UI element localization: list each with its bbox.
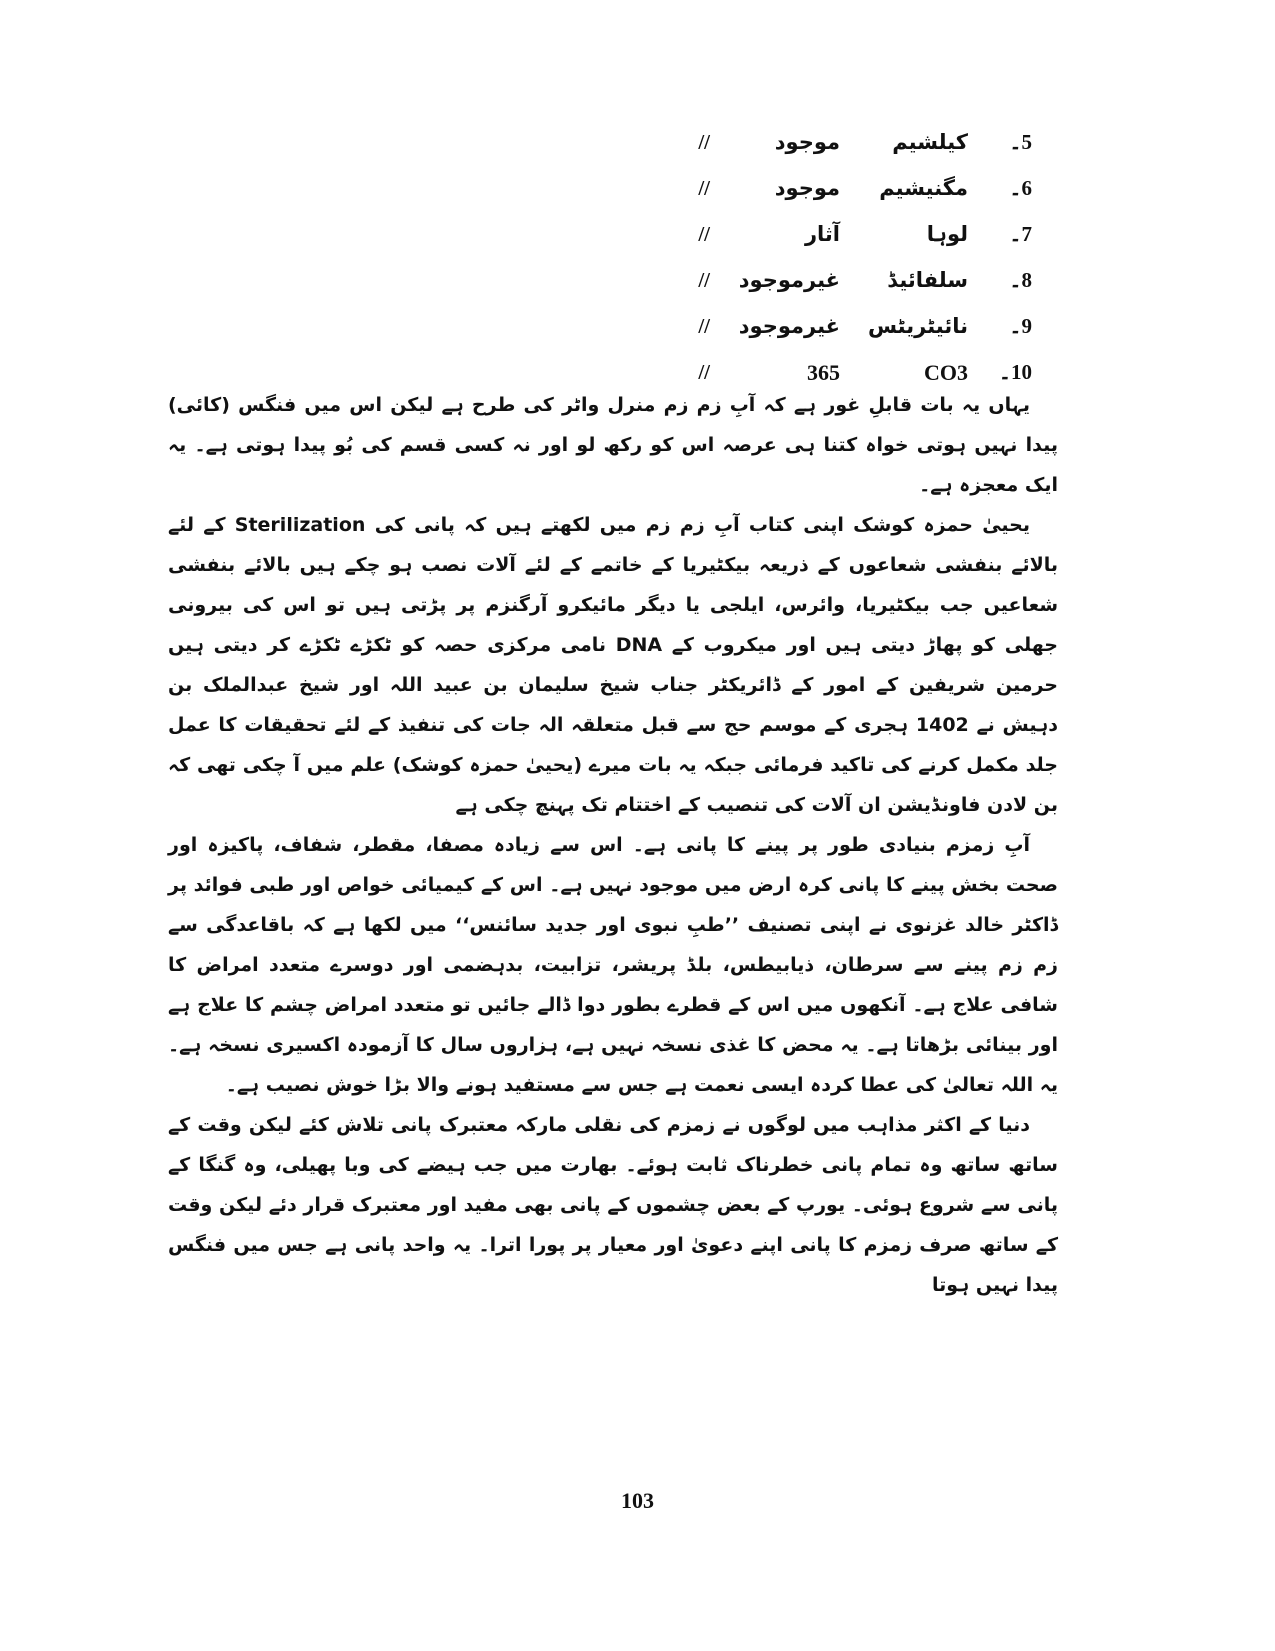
composition-table xyxy=(660,120,1060,396)
element-name: نائیٹریٹس xyxy=(867,314,968,338)
element-name: کیلشیم xyxy=(892,130,968,154)
paragraph-health-benefits: آبِ زمزم بنیادی طور پر پینے کا پانی ہے۔ اس سے زیادہ مصفا، مقطر، شفاف، پاکیزہ اور صحت بخش پینے کا پانی کرہ ارض میں موجود نہیں ہے۔ اس کے کیمیائی خواص اور طبی فوائد پر ڈاکٹر خالد غزنوی نے اپنی تصنیف ’’طبِ نبوی اور جدید سائنس‘‘ میں لکھا ہے کہ باقاعدگی سے زم زم پینے سے سرطان، ذیابیطس، بلڈ پریشر، تزابیت، بدہضمی اور دوسرے متعدد امراض کا شافی علاج ہے۔ آنکھوں میں اس کے قطرے بطور دوا ڈالے جائیں تو متعدد امراض چشم کا علاج ہے اور بینائی بڑھاتا ہے۔ یہ محض کا غذی نسخہ نہیں ہے، ہزاروں سال کا آزمودہ اکسیری نسخہ ہے۔ یہ اللہ تعالیٰ کی عطا کردہ ایسی نعمت ہے جس سے مستفید ہونے والا بڑا خوش نصیب ہے۔ xyxy=(168,834,1058,1096)
ditto-mark: // xyxy=(698,176,710,200)
ditto-mark: // xyxy=(698,268,710,292)
row-number: 6۔ xyxy=(1009,176,1032,200)
ditto-mark: // xyxy=(698,314,710,338)
row-number: 8۔ xyxy=(1009,268,1032,292)
paragraph-sterilization: یحییٰ حمزہ کوشک اپنی کتاب آبِ زم زم میں لکھتے ہیں کہ پانی کی Sterilization کے لئے بالائے بنفشی شعاعوں کے ذریعہ بیکٹیریا کے خاتمے کے لئے آلات نصب ہو چکے ہیں بالائے بنفشی شعاعیں جب بیکٹیریا، وائرس، ایلجی یا دیگر مائیکرو آرگنزم پر پڑتی ہیں تو اس کی بیرونی جھلی کو پھاڑ دیتی ہیں اور میکروب کے DNA نامی مرکزی حصہ کو ٹکڑے ٹکڑے کر دیتی ہیں حرمین شریفین کے امور کے ڈائریکٹر جناب شیخ سلیمان بن عبید اللہ اور شیخ عبدالملک بن دہیش نے 1402 ہجری کے موسم حج سے قبل متعلقہ الہ جات کی تنفیذ کے لئے تحقیقات کا عمل جلد مکمل کرنے کی تاکید فرمائی جبکہ یہ بات میرے (یحییٰ حمزہ کوشک) علم میں آ چکی تھی کہ بن لادن فاونڈیشن ان آلات کی تنصیب کے اختتام تک پہنچ چکی ہے xyxy=(168,514,1058,816)
paragraph-fungus: یہاں یہ بات قابلِ غور ہے کہ آبِ زم زم منرل واٹر کی طرح ہے لیکن اس میں فنگس (کائی) پیدا نہیں ہوتی خواہ کتنا ہی عرصہ اس کو رکھ لو اور نہ کسی قسم کی بُو پیدا ہوتی ہے۔ یہ ایک معجزہ ہے۔ xyxy=(168,394,1058,496)
element-name: سلفائیڈ xyxy=(887,268,968,292)
page-number: 103 xyxy=(621,1488,654,1513)
row-number: 7۔ xyxy=(1009,222,1032,246)
element-value: 365 xyxy=(807,360,840,385)
element-name: لوہا xyxy=(926,222,968,246)
table-row xyxy=(660,304,1060,350)
element-value: موجود xyxy=(774,176,840,200)
row-number: 10۔ xyxy=(998,360,1032,384)
row-number: 5۔ xyxy=(1009,130,1032,154)
ditto-mark: // xyxy=(698,130,710,154)
table-row xyxy=(660,166,1060,212)
table-row xyxy=(660,258,1060,304)
element-value: آثار xyxy=(804,222,840,246)
table-row xyxy=(660,120,1060,166)
element-name: CO3 xyxy=(924,360,968,385)
element-value: موجود xyxy=(774,130,840,154)
paragraph-other-waters: دنیا کے اکثر مذاہب میں لوگوں نے زمزم کی نقلی مارکہ معتبرک پانی تلاش کئے لیکن وقت کے ساتھ ساتھ وہ تمام پانی خطرناک ثابت ہوئے۔ بھارت میں جب ہیضے کی وبا پھیلی، وہ گنگا کے پانی سے شروع ہوئی۔ یورپ کے بعض چشموں کے پانی بھی مفید اور معتبرک قرار دئے لیکن وقت کے ساتھ صرف زمزم کا پانی اپنے دعویٰ اور معیار پر پورا اترا۔ یہ واحد پانی ہے جس میں فنگس پیدا نہیں ہوتا xyxy=(168,1114,1058,1296)
element-value: غیرموجود xyxy=(738,314,840,338)
element-value: غیرموجود xyxy=(738,268,840,292)
ditto-mark: // xyxy=(698,222,710,246)
row-number: 9۔ xyxy=(1009,314,1032,338)
element-name: مگنیشیم xyxy=(879,176,968,200)
body-text xyxy=(168,385,1058,1305)
table-row xyxy=(660,212,1060,258)
ditto-mark: // xyxy=(698,360,710,384)
